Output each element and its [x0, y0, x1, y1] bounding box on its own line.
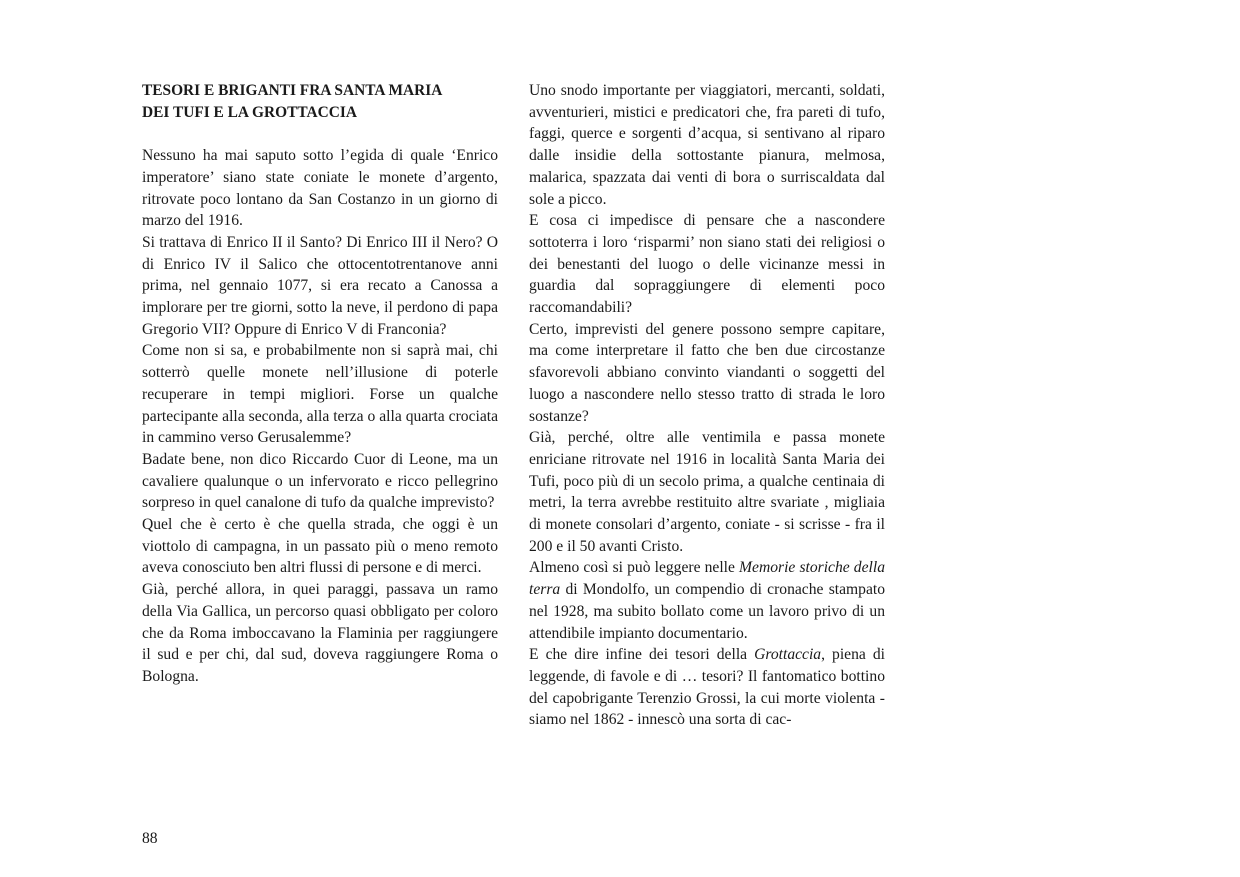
text-run: , piena di leggende, di favole e di … tesori? Il fantomatico bottino del capobrigante Terenzio Grossi, la cui morte violenta - siamo nel 1862 - innescò una sorta di cac-: [529, 646, 886, 729]
paragraph: E cosa ci impedisce di pensare che a nascondere sottoterra i loro ‘risparmi’ non siano stati dei religiosi o dei benestanti del luogo o delle vicinanze messi in guardia dal sopraggiungere di elementi poco raccomandabili?: [529, 212, 885, 317]
right-column: [529, 80, 885, 731]
chapter-title-line-2: DEI TUFI E LA GROTTACCIA: [142, 103, 357, 121]
paragraph: Certo, imprevisti del genere possono sempre capitare, ma come interpretare il fatto che ben due circostanze sfavorevoli abbiano convinto viandanti o soggetti del luogo a nascondere nello stesso tratto di strada le loro sostanze?: [529, 320, 885, 425]
page-number: 88: [142, 830, 158, 847]
paragraph-with-place-name: [529, 644, 885, 731]
text-run: Almeno così si può leggere nelle: [529, 559, 740, 577]
chapter-title: [142, 80, 498, 123]
chapter-title-line-1: TESORI E BRIGANTI FRA SANTA MARIA: [142, 82, 443, 99]
paragraph: Badate bene, non dico Riccardo Cuor di Leone, ma un cavaliere qualunque o un infervorato e ricco pellegrino sorpreso in quel canalone di tufo da qualche imprevisto?: [142, 450, 498, 512]
paragraph: Già, perché allora, in quei paraggi, passava un ramo della Via Gallica, un percorso quasi obbligato per coloro che da Roma imboccavano la Flaminia per raggiungere il sud e per chi, dal sud, doveva raggiungere Roma o Bologna.: [142, 581, 498, 685]
text-run: di Mondolfo, un compendio di cronache stampato nel 1928, ma subito bollato come un lavoro privo di un attendibile impianto documentario.: [529, 581, 885, 642]
paragraph: Come non si sa, e probabilmente non si saprà mai, chi sotterrò quelle monete nell’illusione di poterle recuperare in tempi migliori. Forse un qualche partecipante alla seconda, alla terza o alla quarta crociata in cammino verso Gerusalemme?: [142, 342, 498, 447]
paragraph: Uno snodo importante per viaggiatori, mercanti, soldati, avventurieri, mistici e predicatori che, fra pareti di tufo, faggi, querce e sorgenti d’acqua, si sentivano al riparo dalle insidie della sottostante pianura, melmosa, malarica, spazzata dai venti di bora o surriscaldata dal sole a picco.: [529, 82, 885, 208]
paragraph: Si trattava di Enrico II il Santo? Di Enrico III il Nero? O di Enrico IV il Salico che ottocentotrentanove anni prima, nel gennaio 1077, si era recato a Canossa a implorare per tre giorni, sotto la neve, il perdono di papa Gregorio VII? Oppure di Enrico V di Franconia?: [142, 233, 498, 338]
paragraph: Nessuno ha mai saputo sotto l’egida di quale ‘Enrico imperatore’ siano state coniate le monete d’argento, ritrovate poco lontano da San Costanzo in un giorno di marzo del 1916.: [142, 147, 498, 230]
paragraph-with-book-title: [529, 557, 885, 644]
book-title-italic: Memorie storiche della terra: [529, 559, 885, 599]
paragraph: Quel che è certo è che quella strada, che oggi è un viottolo di campagna, in un passato più o meno remoto aveva conosciuto ben altri flussi di persone e di merci.: [142, 516, 498, 577]
left-column: [142, 80, 498, 688]
text-run: E che dire infine dei tesori della: [529, 646, 755, 664]
paragraph: Già, perché, oltre alle ventimila e passa monete enriciane ritrovate nel 1916 in località Santa Maria dei Tufi, poco più di un secolo prima, a qualche centinaia di metri, la terra avrebbe restituito altre svariate , migliaia di monete consolari d’argento, coniate - si scrisse - fra il 200 e il 50 avanti Cristo.: [529, 429, 885, 555]
place-name-italic: Grottaccia: [754, 646, 822, 664]
